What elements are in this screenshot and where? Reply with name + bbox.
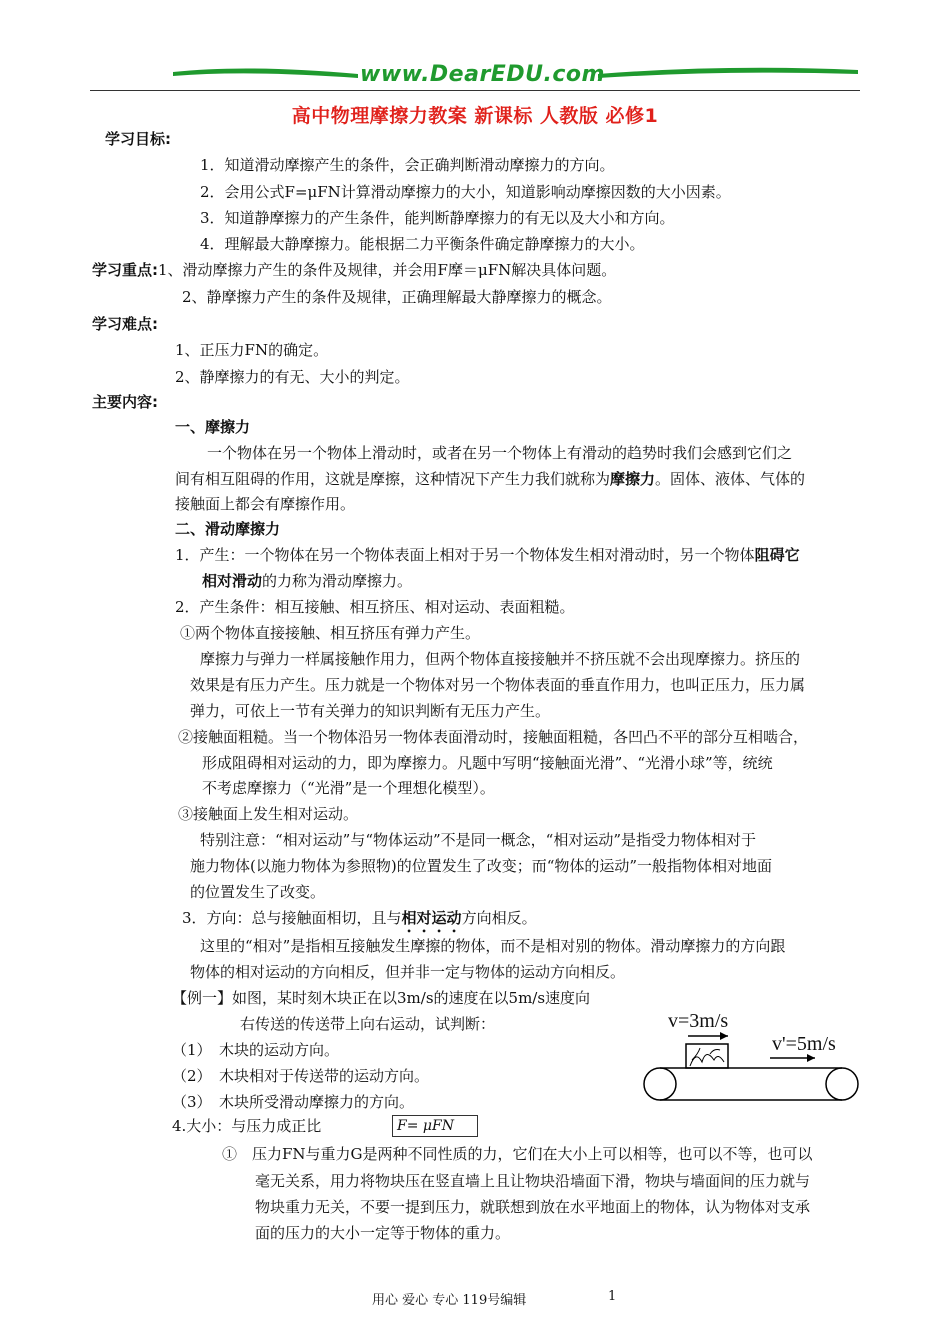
paragraph-line: 这里的“相对”是指相互接触发生摩擦的物体，而不是相对别的物体。滑动摩擦力的方向跟	[200, 937, 786, 955]
conveyor-figure	[640, 1010, 870, 1125]
example-question: （1） 木块的运动方向。	[172, 1041, 340, 1059]
paragraph-line: 3．方向：总与接触面相切，且与相对运动方向相反。	[182, 909, 537, 927]
friction-formula: F= μFN	[392, 1115, 478, 1137]
difficulty-item: 1、正压力FN的确定。	[175, 341, 329, 359]
paragraph-line: 一个物体在另一个物体上滑动时，或者在另一个物体上有滑动的趋势时我们会感到它们之	[207, 444, 793, 462]
objective-item: 2．会用公式F=μFN计算滑动摩擦力的大小，知道影响动摩擦因数的大小因素。	[200, 183, 731, 201]
paragraph-line: 毫无关系，用力将物块压在竖直墙上且让物块沿墙面下滑，物块与墙面间的压力就与	[255, 1172, 811, 1190]
paragraph-line: 的位置发生了改变。	[190, 883, 326, 901]
belt-velocity-label: v'=5m/s	[772, 1033, 836, 1055]
block-velocity-label: v=3m/s	[668, 1010, 729, 1032]
wood-block	[686, 1044, 728, 1068]
paragraph-line: 效果是有压力产生。压力就是一个物体对另一个物体表面的垂直作用力，也叫正压力，压力属	[190, 676, 806, 694]
example-question: （2） 木块相对于传送带的运动方向。	[172, 1067, 430, 1085]
logo-text[interactable]: www.DearEDU.com	[360, 62, 605, 87]
left-pulley	[644, 1068, 676, 1100]
page-number: 1	[608, 1289, 617, 1304]
key-points-line-2: 2、静摩擦力产生的条件及规律，正确理解最大静摩擦力的概念。	[182, 288, 612, 306]
header-logo	[168, 62, 858, 90]
example-1-text: 【例一】如图，某时刻木块正在以3m/s的速度在以5m/s速度向	[172, 989, 591, 1007]
paragraph-line: 特别注意：“相对运动”与“物体运动”不是同一概念，“相对运动”是指受力物体相对于	[200, 831, 757, 849]
difficulty-item: 2、静摩擦力的有无、大小的判定。	[175, 368, 410, 386]
paragraph-line: ① 压力FN与重力G是两种不同性质的力，它们在大小上可以相等，也可以不等，也可以	[222, 1145, 813, 1163]
header-rule	[90, 90, 860, 91]
paragraph-line: 间有相互阻碍的作用，这就是摩擦，这种情况下产生力我们就称为摩擦力。固体、液体、气体的	[175, 470, 806, 488]
paragraph-line: 1．产生：一个物体在另一个物体表面上相对于另一个物体发生相对滑动时，另一个物体阻碍它	[175, 546, 800, 564]
paragraph-line: 接触面上都会有摩擦作用。	[175, 495, 356, 513]
paragraph-line: ③接触面上发生相对运动。	[178, 805, 359, 823]
section-1-heading: 一、摩擦力	[175, 418, 251, 436]
paragraph-line: 2．产生条件：相互接触、相互挤压、相对运动、表面粗糙。	[175, 598, 575, 616]
paragraph-line: 不考虑摩擦力（“光滑”是一个理想化模型）。	[202, 779, 495, 797]
paragraph-line: 摩擦力与弹力一样属接触作用力，但两个物体直接接触并不挤压就不会出现摩擦力。挤压的	[200, 650, 801, 668]
example-question: （3） 木块所受滑动摩擦力的方向。	[172, 1093, 415, 1111]
difficulties-heading: 学习难点:	[92, 315, 159, 333]
paragraph-line: 4.大小：与压力成正比	[172, 1117, 322, 1135]
section-2-heading: 二、滑动摩擦力	[175, 520, 281, 538]
example-1-text: 右传送的传送带上向右运动，试判断：	[240, 1015, 496, 1033]
paragraph-line: 物块重力无关，不要一提到压力，就联想到放在水平地面上的物体，认为物体对支承	[255, 1198, 811, 1216]
key-points-heading: 学习重点:	[92, 261, 159, 279]
right-pulley	[826, 1068, 858, 1100]
objective-item: 4．理解最大静摩擦力。能根据二力平衡条件确定静摩擦力的大小。	[200, 235, 645, 253]
key-points-line-1: 学习重点:1、滑动摩擦力产生的条件及规律，并会用F摩＝μFN解决具体问题。	[92, 261, 617, 279]
content-heading: 主要内容:	[92, 393, 159, 411]
paragraph-line: 物体的相对运动的方向相反，但并非一定与物体的运动方向相反。	[190, 963, 626, 981]
paragraph-line: ①两个物体直接接触、相互挤压有弹力产生。	[180, 624, 481, 642]
paragraph-line: ②接触面粗糙。当一个物体沿另一物体表面滑动时，接触面粗糙，各凹凸不平的部分互相啮合，	[178, 728, 809, 746]
footer-text: 用心 爱心 专心 119号编辑	[372, 1293, 527, 1308]
paragraph-line: 相对滑动的力称为滑动摩擦力。	[202, 572, 413, 590]
paragraph-line: 形成阻碍相对运动的力，即为摩擦力。凡题中写明“接触面光滑”、“光滑小球”等，统统	[202, 754, 773, 772]
objective-item: 3．知道静摩擦力的产生条件，能判断静摩擦力的有无以及大小和方向。	[200, 209, 675, 227]
objectives-heading: 学习目标:	[105, 130, 172, 148]
paragraph-line: 弹力，可依上一节有关弹力的知识判断有无压力产生。	[190, 702, 551, 720]
paragraph-line: 面的压力的大小一定等于物体的重力。	[255, 1224, 511, 1242]
paragraph-line: 施力物体(以施力物体为参照物)的位置发生了改变；而“物体的运动”一般指物体相对地面	[190, 857, 773, 875]
page-title: 高中物理摩擦力教案 新课标 人教版 必修1	[291, 105, 659, 127]
objective-item: 1．知道滑动摩擦产生的条件，会正确判断滑动摩擦力的方向。	[200, 156, 615, 174]
